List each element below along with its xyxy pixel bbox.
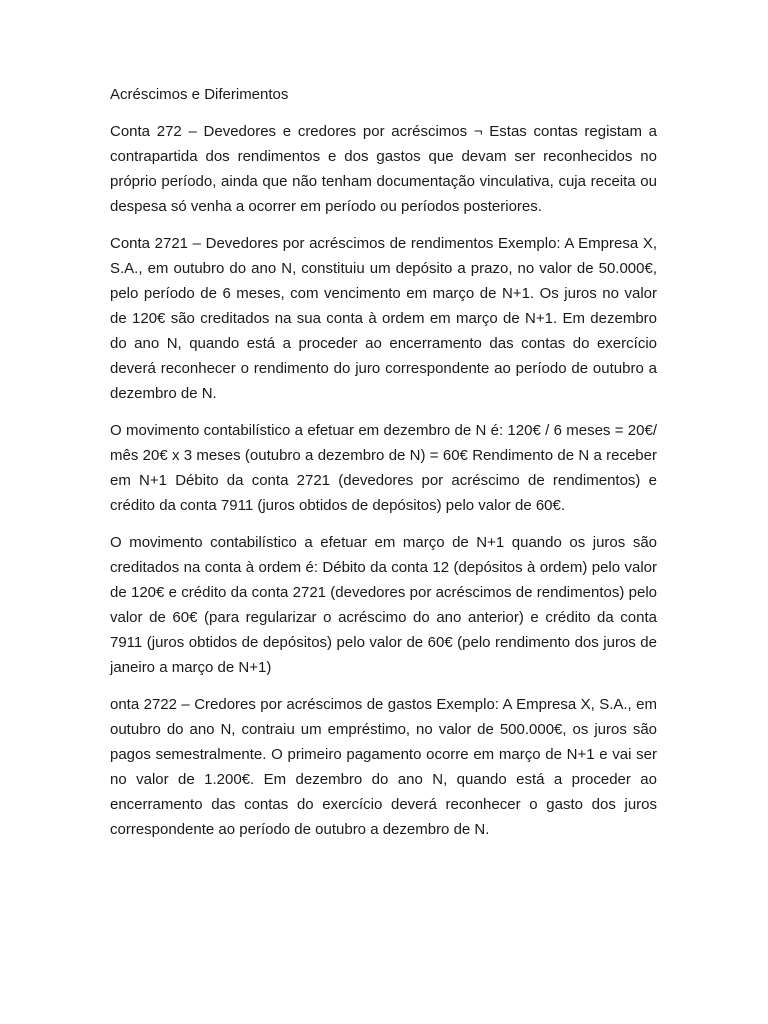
document-title: Acréscimos e Diferimentos bbox=[110, 86, 289, 103]
paragraph-conta-2721: Conta 2721 – Devedores por acréscimos de rendimentos Exemplo: A Empresa X, S.A., em outubro do ano N, constituiu um depósito a prazo, no valor de 50.000€, pelo período de 6 meses, com vencimento em março de N+1. Os juros no valor de 120€ são creditados na sua conta à ordem em março de N+1. Em dezembro do ano N, quando está a proceder ao encerramento das contas do exercício deverá reconhecer o rendimento do juro correspondente ao período de outubro a dezembro de N. bbox=[110, 235, 657, 402]
paragraph-movimento-marco: O movimento contabilístico a efetuar em março de N+1 quando os juros são creditados na conta à ordem é: Débito da conta 12 (depósitos à ordem) pelo valor de 120€ e crédito da conta 2721 (devedores por acréscimos de rendimentos) pelo valor de 60€ (para regularizar o acréscimo do ano anterior) e crédito da conta 7911 (juros obtidos de depósitos) pelo valor de 60€ (pelo rendimento dos juros de janeiro a março de N+1) bbox=[110, 534, 657, 676]
paragraph-conta-272: Conta 272 – Devedores e credores por acréscimos ¬ Estas contas registam a contrapartida dos rendimentos e dos gastos que devam ser reconhecidos no próprio período, ainda que não tenham documentação vinculativa, cuja receita ou despesa só venha a ocorrer em período ou períodos posteriores. bbox=[110, 123, 657, 215]
paragraph-movimento-dezembro: O movimento contabilístico a efetuar em dezembro de N é: 120€ / 6 meses = 20€/ mês 20€ x 3 meses (outubro a dezembro de N) = 60€ Rendimento de N a receber em N+1 Débito da conta 2721 (devedores por acréscimo de rendimentos) e crédito da conta 7911 (juros obtidos de depósitos) pelo valor de 60€. bbox=[110, 422, 657, 514]
paragraph-conta-2722: onta 2722 – Credores por acréscimos de gastos Exemplo: A Empresa X, S.A., em outubro do ano N, contraiu um empréstimo, no valor de 500.000€, os juros são pagos semestralmente. O primeiro pagamento ocorre em março de N+1 e vai ser no valor de 1.200€. Em dezembro do ano N, quando está a proceder ao encerramento das contas do exercício deverá reconhecer o gasto dos juros correspondente ao período de outubro a dezembro de N. bbox=[110, 696, 657, 838]
document-page bbox=[110, 82, 657, 854]
